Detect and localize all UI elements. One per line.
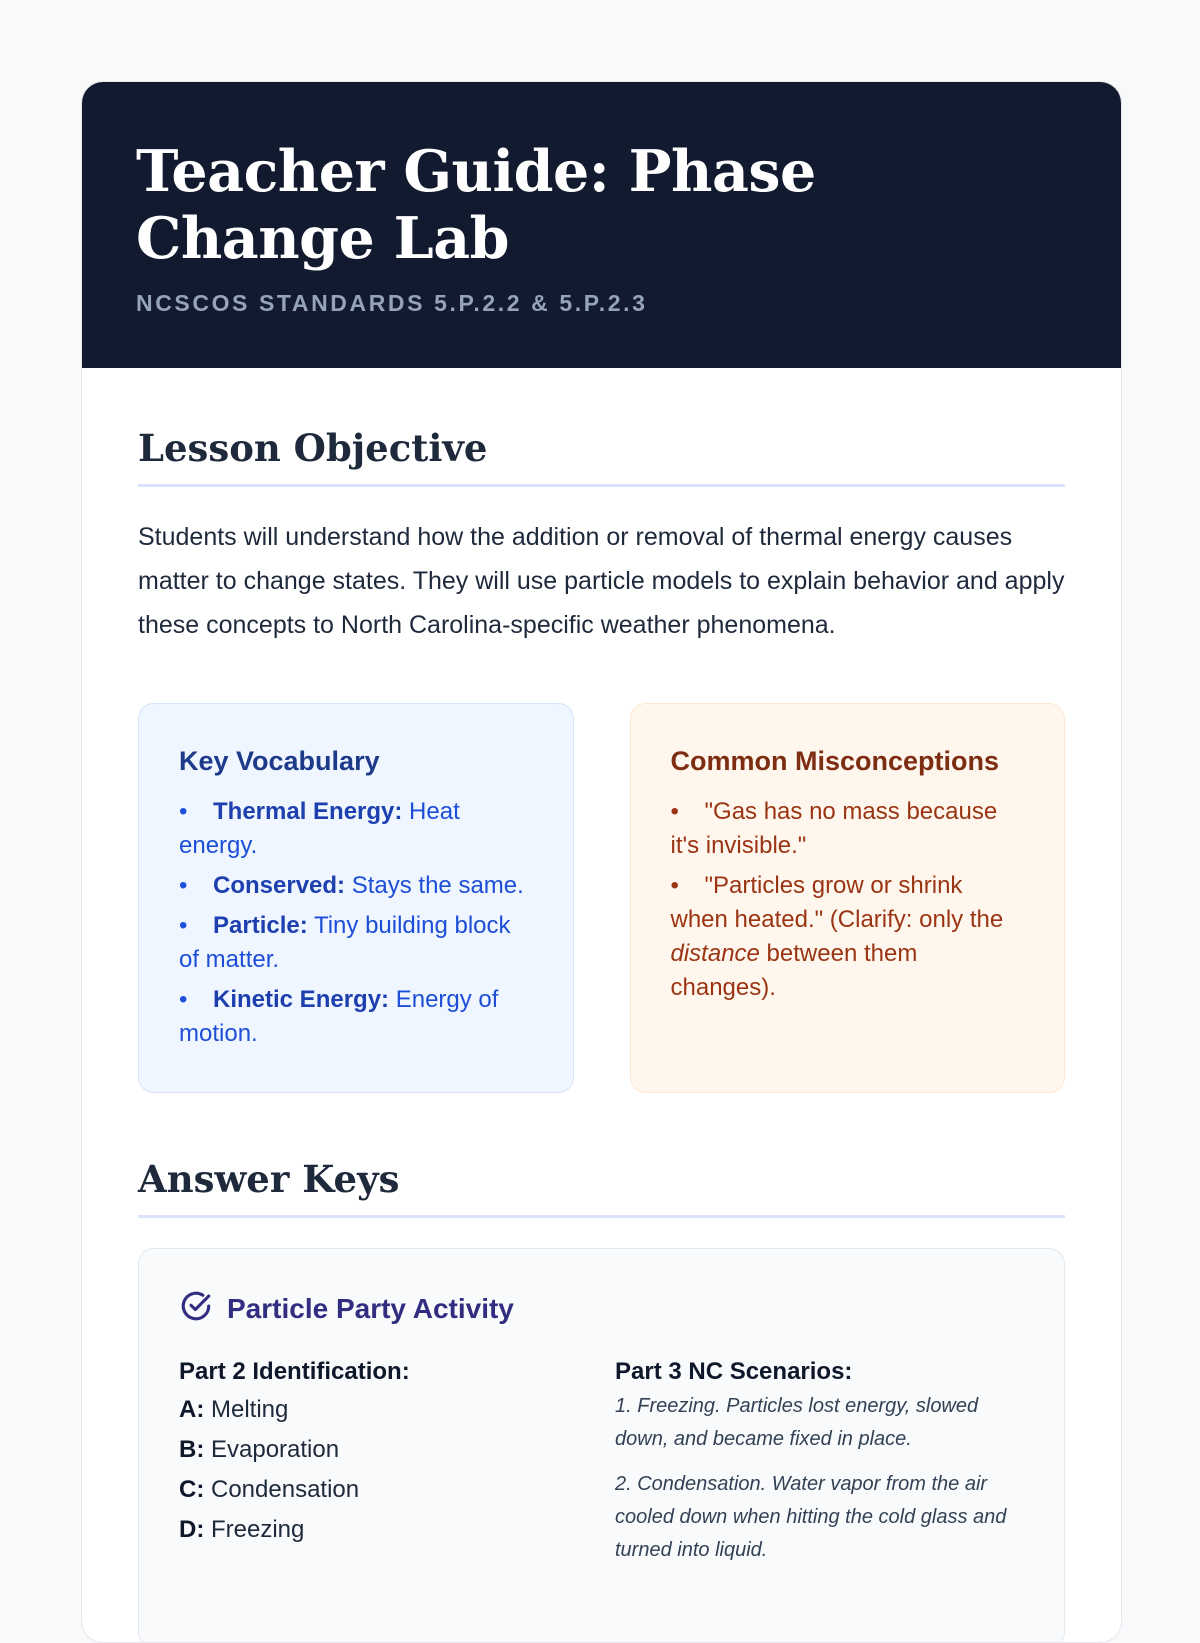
misconceptions-list xyxy=(671,795,1025,1005)
teacher-guide-card xyxy=(81,81,1122,1643)
answer-columns xyxy=(179,1358,1024,1579)
list-item: C: Condensation xyxy=(179,1476,360,1503)
scenario-answer: 1. Freezing. Particles lost energy, slowed down, and became fixed in place. xyxy=(615,1395,979,1450)
part2-column xyxy=(179,1358,615,1579)
list-item: • "Gas has no mass because it's invisible." xyxy=(670,798,998,859)
check-circle-icon xyxy=(179,1289,213,1328)
list-item: • Thermal Energy: Heat energy. xyxy=(179,798,460,859)
page-title: Teacher Guide: Phase Change Lab xyxy=(136,138,816,272)
list-item: • "Particles grow or shrink when heated." (Clarify: only the distance between them changes). xyxy=(670,872,1004,1001)
list-item: • Particle: Tiny building block of matter. xyxy=(179,912,511,973)
activity-header xyxy=(179,1289,1024,1328)
misconception-text-end: between them changes). xyxy=(670,940,918,1001)
vocab-definition: Tiny building block of matter. xyxy=(179,912,511,973)
answer-keys-heading: Answer Keys xyxy=(138,1157,1065,1218)
common-misconceptions-heading: Common Misconceptions xyxy=(670,746,1000,776)
common-misconceptions-box xyxy=(630,703,1066,1093)
lesson-objective-heading: Lesson Objective xyxy=(138,426,1065,487)
guide-content xyxy=(82,426,1121,1643)
misconception-text: "Gas has no mass because it's invisible." xyxy=(670,798,998,859)
part3-column xyxy=(615,1358,1024,1579)
part3-title: Part 3 NC Scenarios: xyxy=(615,1358,853,1385)
list-item: D: Freezing xyxy=(179,1516,305,1543)
misconception-emphasis: distance xyxy=(670,940,760,967)
vocab-term: Kinetic Energy: xyxy=(213,986,390,1013)
guide-header xyxy=(82,82,1121,368)
key-vocabulary-box xyxy=(138,703,574,1093)
part2-title: Part 2 Identification: xyxy=(179,1358,410,1385)
vocab-definition: Heat energy. xyxy=(179,798,460,859)
vocabulary-list xyxy=(179,795,533,1051)
scenario-answer: 2. Condensation. Water vapor from the air cooled down when hitting the cold glass and turned into liquid. xyxy=(615,1473,1007,1561)
standards-subtitle: NCSCOS STANDARDS 5.P.2.2 & 5.P.2.3 xyxy=(136,290,648,316)
info-boxes xyxy=(138,703,1065,1093)
particle-party-answer-card xyxy=(138,1248,1065,1643)
vocab-definition: Energy of motion. xyxy=(179,986,499,1047)
list-item: B: Evaporation xyxy=(179,1436,340,1463)
key-vocabulary-heading: Key Vocabulary xyxy=(179,746,380,776)
list-item: • Conserved: Stays the same. xyxy=(179,872,524,899)
activity-title: Particle Party Activity xyxy=(227,1292,514,1324)
vocab-term: Conserved: xyxy=(213,872,346,899)
list-item: A: Melting xyxy=(179,1396,289,1423)
list-item: • Kinetic Energy: Energy of motion. xyxy=(179,986,499,1047)
vocab-definition: Stays the same. xyxy=(345,872,524,899)
vocab-term: Thermal Energy: xyxy=(213,798,403,825)
vocab-term: Particle: xyxy=(213,912,308,939)
lesson-objective-text: Students will understand how the addition or removal of thermal energy causes matter to change states. They will use particle models to explain behavior and apply these concepts to North Carolina-specific weather phenomena. xyxy=(138,523,1065,639)
misconception-text: "Particles grow or shrink when heated." (Clarify: only the xyxy=(670,872,1004,933)
